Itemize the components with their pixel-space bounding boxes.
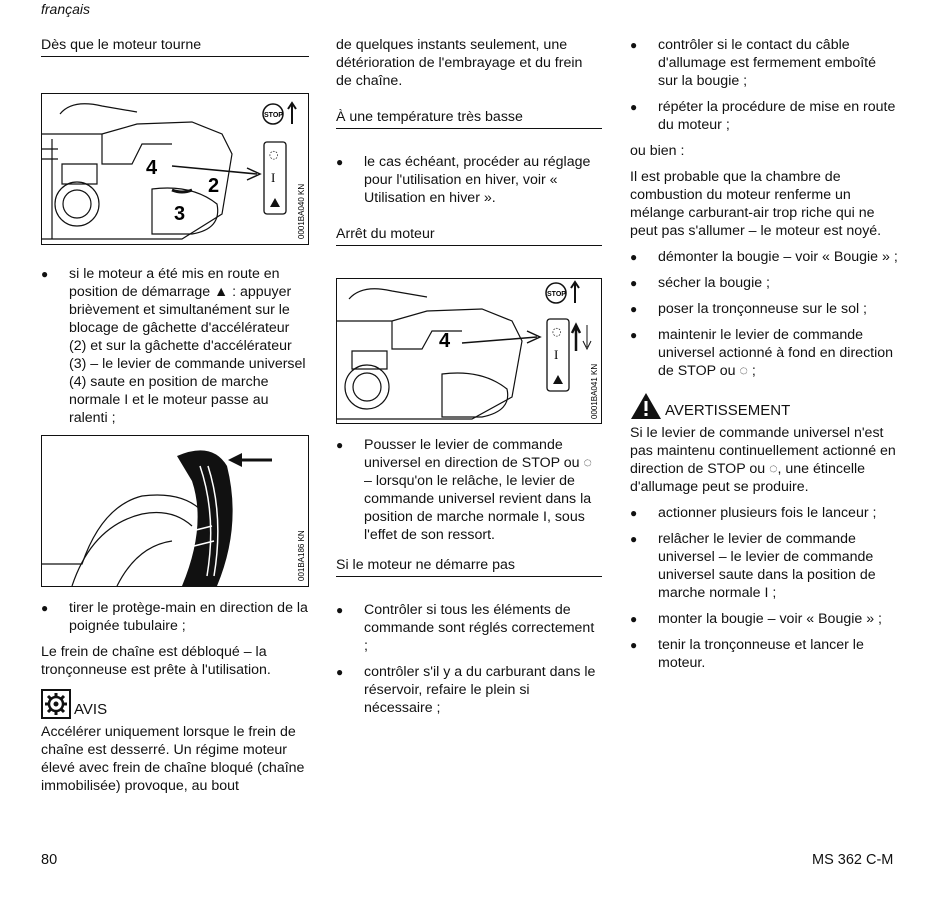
column-3 bbox=[630, 36, 898, 680]
column-2 bbox=[336, 36, 602, 725]
heading-engine-running: Dès que le moteur tourne bbox=[41, 36, 309, 57]
figure-stop-engine bbox=[336, 278, 602, 424]
heading-low-temperature: À une température très basse bbox=[336, 108, 602, 129]
bullet-check-spark-cable: ● contrôler si le contact du câble d'allumage est fermement emboîté sur la bougie ; bbox=[630, 36, 898, 90]
bullet-pull-starter: ● actionner plusieurs fois le lanceur ; bbox=[630, 504, 898, 522]
bullet-remove-plug: ● démonter la bougie – voir « Bougie » ; bbox=[630, 248, 898, 266]
label-2: 2 bbox=[208, 175, 220, 197]
svg-text:I: I bbox=[554, 347, 559, 362]
bullet-winter-mode: ● le cas échéant, procéder au réglage pour l'utilisation en hiver, voir « Utilisation en hiver ». bbox=[336, 153, 602, 207]
figure-code: 0001BA041 KN bbox=[590, 363, 599, 419]
bullet-check-controls: ● Contrôler si tous les éléments de commande sont réglés correctement ; bbox=[336, 601, 602, 655]
gear-notice-icon bbox=[41, 689, 71, 719]
column-1 bbox=[41, 36, 309, 803]
bullet-start-engine: ● tenir la tronçonneuse et lancer le moteur. bbox=[630, 636, 898, 672]
svg-text:◌: ◌ bbox=[552, 325, 562, 338]
svg-text:STOP: STOP bbox=[547, 291, 566, 298]
stop-engine-illustration bbox=[337, 279, 601, 423]
bullet-dry-plug: ● sécher la bougie ; bbox=[630, 274, 898, 292]
model-name: MS 362 C-M bbox=[812, 852, 894, 868]
page-number: 80 bbox=[41, 852, 58, 868]
bullet-repeat-start: ● répéter la procédure de mise en route du moteur ; bbox=[630, 98, 898, 134]
hand-guard-illustration bbox=[42, 436, 308, 586]
svg-text:I: I bbox=[271, 170, 276, 185]
figure-code: 001BA186 KN bbox=[297, 530, 306, 581]
bullet-mount-plug: ● monter la bougie – voir « Bougie » ; bbox=[630, 610, 898, 628]
label-4: 4 bbox=[146, 157, 158, 179]
figure-code: 0001BA040 KN bbox=[297, 183, 306, 239]
bullet-push-lever: ● Pousser le levier de commande universel en direction de STOP ou ◌ – lorsqu'on le relâche, le levier de commande universel revient dans la position de marche normale I, sous l'effet de son ressort. bbox=[336, 436, 602, 544]
heading-engine-not-starting: Si le moteur ne démarre pas bbox=[336, 556, 602, 577]
bullet-check-fuel: ● contrôler s'il y a du carburant dans le réservoir, refaire le plein si nécessaire ; bbox=[336, 663, 602, 717]
bullet-start-position: ● si le moteur a été mis en route en position de démarrage ▲ : appuyer brièvement et simultanément sur le blocage de gâchette d'accélérateur (2) et sur la gâchette d'accélérateur (3) – le levier de commande universel (4) saute en position de marche normale I et le moteur passe au ralenti ; bbox=[41, 265, 309, 427]
warning-text: Si le levier de commande universel n'est pas maintenu continuellement actionné en direction de STOP ou ◌, une étincelle d'allumage peut se produire. bbox=[630, 425, 896, 495]
warning-block bbox=[630, 392, 898, 420]
heading-stop-engine: Arrêt du moteur bbox=[336, 225, 602, 246]
bullet-pull-hand-guard: ● tirer le protège-main en direction de la poignée tubulaire ; bbox=[41, 599, 309, 635]
label-3: 3 bbox=[174, 203, 186, 225]
chainsaw-start-illustration bbox=[42, 94, 308, 244]
para-flooded: Il est probable que la chambre de combustion du moteur renferme un mélange carburant-air trop riche qui ne peut pas s'allumer – le moteur est noyé. bbox=[630, 169, 882, 239]
notice-label: AVIS bbox=[74, 701, 108, 718]
para-or: ou bien : bbox=[630, 143, 685, 159]
figure-chainsaw-start bbox=[41, 93, 309, 245]
continued-text: de quelques instants seulement, une détérioration de l'embrayage et du frein de chaîne. bbox=[336, 37, 583, 89]
notice-block bbox=[41, 689, 309, 719]
bullet-hold-lever: ● maintenir le levier de commande universel actionné à fond en direction de STOP ou ◌ ; bbox=[630, 326, 898, 380]
bullet-saw-on-ground: ● poser la tronçonneuse sur le sol ; bbox=[630, 300, 898, 318]
figure-hand-guard bbox=[41, 435, 309, 587]
label-4: 4 bbox=[439, 330, 451, 352]
svg-text:STOP: STOP bbox=[264, 112, 283, 119]
warning-triangle-icon bbox=[630, 392, 662, 420]
warning-label: AVERTISSEMENT bbox=[665, 402, 791, 419]
para-brake-released: Le frein de chaîne est débloqué – la tronçonneuse est prête à l'utilisation. bbox=[41, 644, 271, 678]
language-label: français bbox=[41, 1, 91, 17]
bullet-release-lever: ● relâcher le levier de commande universel – le levier de commande universel saute dans la position de marche normale I ; bbox=[630, 530, 898, 602]
notice-text: Accélérer uniquement lorsque le frein de chaîne est desserré. Un régime moteur élevé avec frein de chaîne bloqué (chaîne immobilisée) provoque, au bout bbox=[41, 724, 305, 794]
svg-text:◌: ◌ bbox=[269, 148, 279, 161]
